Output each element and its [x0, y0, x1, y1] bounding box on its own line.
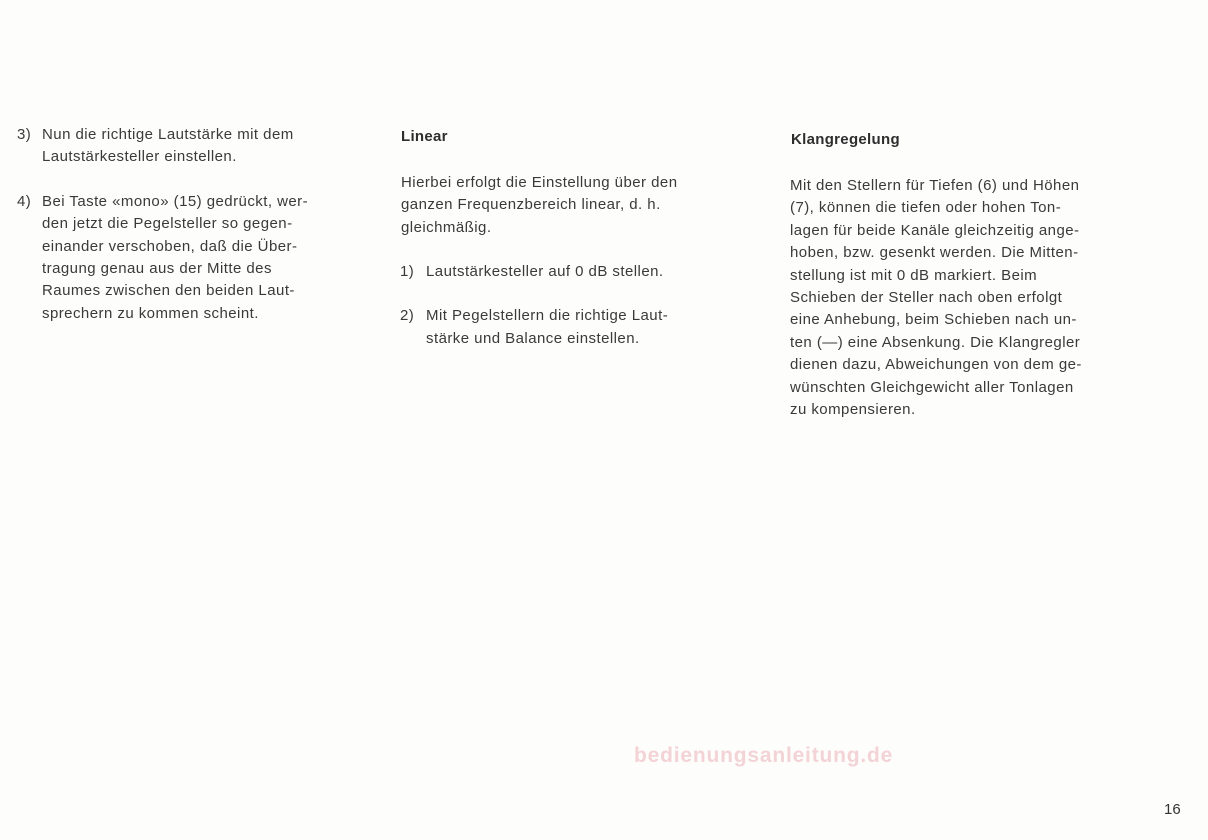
- section-heading-klangregelung: Klangregelung: [791, 131, 900, 148]
- text-line: Mit den Stellern für Tiefen (6) und Höhen: [790, 177, 1080, 194]
- section-heading-linear: Linear: [401, 128, 448, 145]
- item-number: 3): [17, 126, 32, 143]
- linear-intro: [401, 172, 746, 239]
- text-line: lagen für beide Kanäle gleichzeitig ange-: [790, 221, 1080, 239]
- item-number: 2): [400, 307, 415, 325]
- list-item: [400, 261, 745, 283]
- text-line: stärke und Balance einstellen.: [426, 329, 640, 347]
- text-line: Bei Taste «mono» (15) gedrückt, wer-: [42, 192, 309, 210]
- text-line: stellung ist mit 0 dB markiert. Beim: [790, 266, 1038, 284]
- item-number: 4): [17, 192, 32, 210]
- text-line: dienen dazu, Abweichungen von dem ge-: [790, 356, 1082, 374]
- text-line: Hierbei erfolgt die Einstellung über den: [401, 174, 678, 191]
- linear-steps: [400, 261, 745, 350]
- text-line: gleichmäßig.: [401, 218, 492, 236]
- text-line: eine Anhebung, beim Schieben nach un-: [790, 311, 1077, 329]
- text-line: den jetzt die Pegelsteller so gegen-: [42, 215, 293, 233]
- text-line: zu kompensieren.: [790, 401, 916, 419]
- text-line: Lautstärkesteller auf 0 dB stellen.: [426, 263, 664, 280]
- watermark: bedienungsanleitung.de: [634, 744, 894, 767]
- text-line: Schieben der Steller nach oben erfolgt: [790, 289, 1063, 307]
- text-line: wünschten Gleichgewicht aller Tonlagen: [790, 378, 1074, 396]
- list-item: [17, 124, 357, 169]
- text-line: Nun die richtige Lautstärke mit dem: [42, 126, 294, 143]
- text-line: einander verschoben, daß die Über-: [42, 237, 298, 255]
- list-item: [17, 191, 357, 325]
- text-line: sprechern zu kommen scheint.: [42, 304, 259, 322]
- text-line: Raumes zwischen den beiden Laut-: [42, 282, 295, 300]
- text-line: Lautstärkesteller einstellen.: [42, 148, 237, 166]
- text-line: hoben, bzw. gesenkt werden. Die Mitten-: [790, 244, 1079, 262]
- text-line: Mit Pegelstellern die richtige Laut-: [426, 307, 669, 325]
- item-number: 1): [400, 263, 415, 280]
- text-line: tragung genau aus der Mitte des: [42, 260, 272, 278]
- page-number: 16: [1164, 801, 1181, 818]
- klangregelung-body: [790, 175, 1150, 421]
- text-line: ten (—) eine Absenkung. Die Klangregler: [790, 333, 1081, 351]
- list-item: [400, 305, 745, 350]
- column-left: [17, 124, 357, 325]
- text-line: (7), können die tiefen oder hohen Ton-: [790, 199, 1062, 217]
- text-line: ganzen Frequenzbereich linear, d. h.: [401, 196, 661, 214]
